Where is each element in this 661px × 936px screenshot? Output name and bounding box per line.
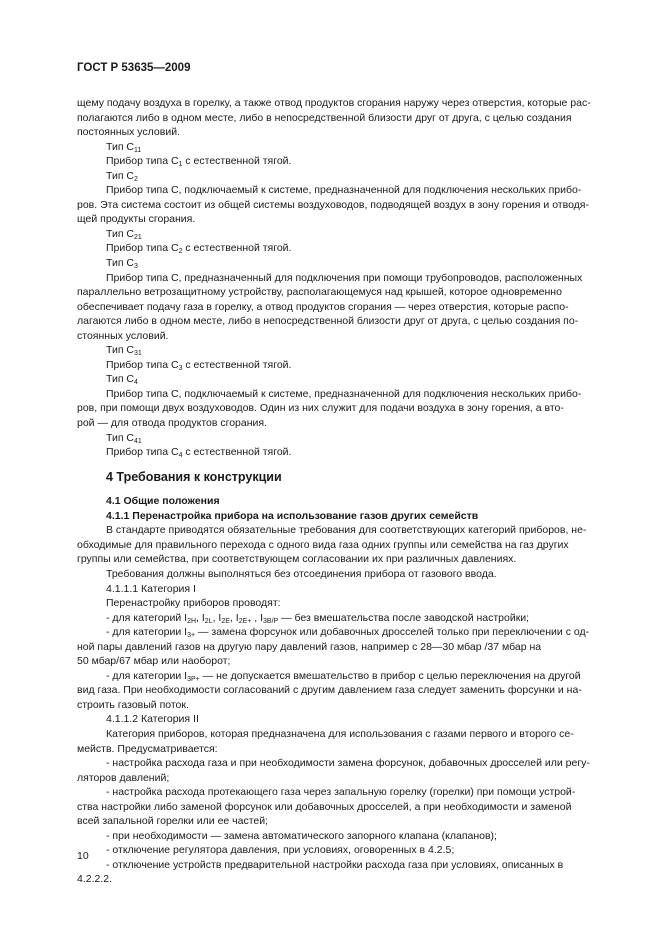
type-desc-c11: Прибор типа $C_1$ с естественной тягой.	[106, 155, 292, 169]
paragraph: обходимые для правильного перехода с одного вида газа одних группы или семейства на газ других	[77, 538, 569, 551]
paragraph: В стандарте приводятся обязательные требования для соответствующих категорий приборов, не-	[106, 524, 587, 537]
paragraph: строить газовый поток.	[77, 698, 189, 711]
clause-heading: 4.1.1.1 Категория I	[106, 582, 196, 595]
paragraph: щему подачу воздуха в горелку, а также отвод продуктов сгорания наружу через отверстия, которые рас-	[77, 97, 591, 109]
document-body	[77, 96, 614, 887]
type-label-c41: Тип $C_{41}$	[106, 431, 142, 445]
subsection-heading: 4.1 Общие положения	[106, 495, 220, 508]
paragraph: Прибор типа C, предназначенный для подключения при помощи трубопроводов, расположенных	[106, 271, 583, 284]
page-number: 10	[77, 850, 89, 862]
paragraph: всей запальной горелки или ее частей;	[77, 815, 269, 828]
list-item: - настройка расхода газа и при необходимости замена форсунок, добавочных дросселей или регу-	[106, 757, 590, 770]
type-label-c11: Тип $C_{11}$	[106, 140, 142, 154]
document-header: ГОСТ Р 53635—2009	[77, 62, 191, 74]
paragraph: вид газа. При необходимости согласований с другим давлением газа следует заменить форсунки и на-	[77, 684, 582, 697]
type-label-c21: Тип $C_{21}$	[106, 227, 142, 241]
type-label-c31: Тип $C_{31}$	[106, 344, 142, 358]
paragraph: полагаются либо в одном месте, либо в непосредственной близости друг от друга, с целью создания	[77, 111, 572, 124]
paragraph: мейств. Предусматривается:	[77, 742, 218, 755]
paragraph: рой — для отвода продуктов сгорания.	[77, 417, 267, 430]
list-item: - отключение регулятора давления, при условиях, оговоренных в 4.2.5;	[106, 844, 455, 857]
paragraph: ной пары давлений газов на другую пару давлений газов, например с 28—30 мбар /37 мбар на	[77, 640, 542, 653]
paragraph: щей продукты сгорания.	[77, 213, 196, 226]
paragraph: ляторов давлений;	[77, 771, 170, 784]
paragraph: Прибор типа C, подключаемый к системе, предназначенной для подключения нескольких прибо-	[106, 387, 582, 400]
clause-heading: 4.1.1.2 Категория II	[106, 713, 199, 726]
list-item: - отключение устройств предварительной настройки расхода газа при условиях, описанных в	[106, 858, 564, 871]
section-heading: 4 Требования к конструкции	[106, 469, 282, 484]
paragraph: ров. Эта система состоит из общей системы воздуховодов, подводящей воздух в зону горения и отводя-	[77, 198, 589, 211]
list-item: - для категории $I_{3+}$ — замена форсунок или добавочных дросселей только при переключении с од-	[106, 626, 590, 640]
paragraph: 50 мбар/67 мбар или наоборот;	[77, 655, 231, 668]
list-item: - настройка расхода протекающего газа через запальную горелку (горелки) при помощи устрой-	[106, 786, 576, 799]
paragraph: параллельно ветрозащитному устройству, располагающемуся над крышей, которое одновременно	[77, 286, 562, 299]
type-desc-c21: Прибор типа $C_2$ с естественной тягой.	[106, 242, 292, 256]
list-item: - при необходимости — замена автоматического запорного клапана (клапанов);	[106, 829, 497, 842]
paragraph: обеспечивает подачу газа в горелку, а отвод продуктов сгорания — через отверстия, которые распо-	[77, 300, 569, 313]
paragraph: Категория приборов, которая предназначена для использования с газами первого и второго се-	[106, 727, 574, 740]
type-label-c4: Тип $C_4$	[106, 373, 138, 387]
subsection-heading: 4.1.1 Перенастройка прибора на использование газов других семейств	[106, 509, 479, 522]
type-label-c3: Тип $C_3$	[106, 257, 138, 271]
paragraph: 4.2.2.2.	[77, 873, 113, 886]
paragraph: лагаются либо в одном месте, либо в непосредственной близости друг от друга, с целью создания по-	[77, 315, 579, 328]
type-desc-c31: Прибор типа $C_3$ с естественной тягой.	[106, 358, 292, 372]
paragraph: Прибор типа C, подключаемый к системе, предназначенной для подключения нескольких прибо-	[106, 184, 582, 197]
paragraph: Требования должны выполняться без отсоединения прибора от газового ввода.	[106, 567, 497, 580]
paragraph: постоянных условий.	[77, 126, 180, 139]
type-label-c2: Тип $C_2$	[106, 169, 138, 183]
paragraph: стоянных условий.	[77, 329, 169, 342]
paragraph: ства настройки либо заменой форсунок или добавочных дросселей, а при необходимости и заменой	[77, 800, 572, 813]
type-desc-c41: Прибор типа $C_4$ с естественной тягой.	[106, 446, 292, 460]
paragraph: группы или семейства, при соответствующем согласовании их при различных давлениях.	[77, 553, 517, 566]
list-item: - для категории $I_{3P+}$ — не допускается вмешательство в прибор с целью переключения на другой	[106, 669, 581, 683]
list-item: - для категорий $I_{2H}$, $I_{2L}$, $I_{2E}$, $I_{2E+}$ , $I_{3B/P}$ — без вмешательства после заводской настройки;	[106, 611, 530, 625]
paragraph: ров, при помощи двух воздуховодов. Один из них служит для подачи воздуха в зону горения, а вто-	[77, 402, 564, 415]
paragraph: Перенастройку приборов проводят:	[106, 597, 281, 610]
